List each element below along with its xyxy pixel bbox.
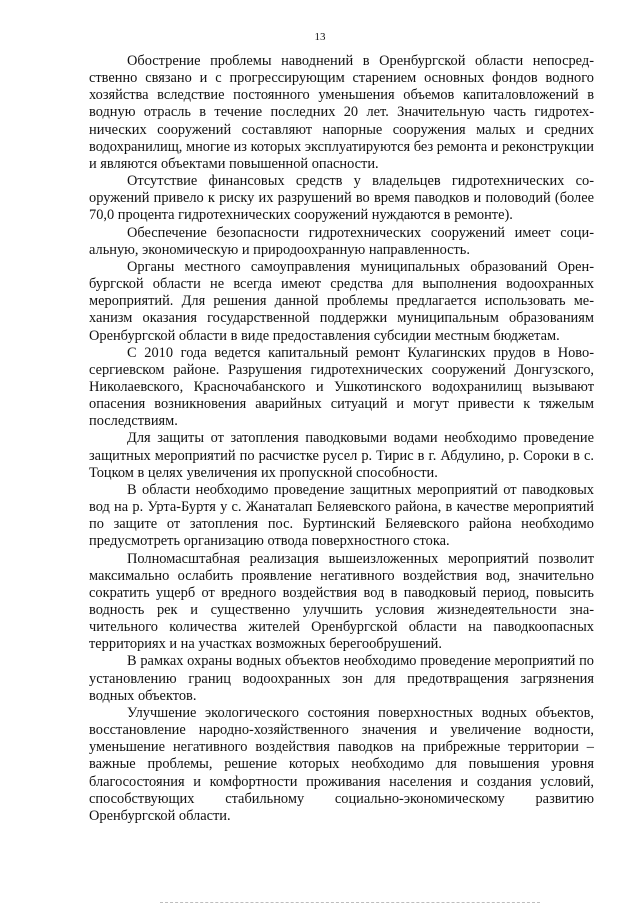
paragraph-urta-burtya: В области необходимо проведение защитных мероприятий от паводковых вод на р. Урта-Буртя у с. Жанаталап Беляевского района, в качестве мероприятий по защите от затопления пос. Буртинский Беляевского района необходимо предусмотреть организацию отвода поверхностного стока.: [89, 481, 594, 550]
paragraph-flood-protection: Для защиты от затопления паводковыми водами необходимо проведение защитных мероприятий по расчистке русел р. Тирис в г. Абдулино, р. Сороки в с. Тоцком в целях увеличения их пропускной способности.: [89, 430, 594, 481]
paragraph-water-protection-zones: В рамках охраны водных объектов необходимо проведение мероприятий по установлению границ водоохранных зон для предотвращения загрязнения водных объектов.: [89, 653, 594, 704]
paragraph-ecology-improvement: Улучшение экологического состояния поверхностных водных объектов, восстановление народно-хозяйственного значения и увеличение водности, уменьшение негативного воздействия паводков на прибрежные территории – важные проблемы, решение которых необходимо для повышения уровня благосостояния и комфортности проживания населения и создания условий, способствующих стабильному социально-экономическому развитию Оренбургской области.: [89, 704, 594, 824]
paragraph-full-scale: Полномасштабная реализация вышеизложенных мероприятий позволит максимально ослабить проявление негативного воздействия вод, значительно сократить ущерб от вредного воздействия вод в паводковый период, повысить водность рек и существенно улучшить условия жизнедеятельности значительного количества жителей Оренбургской области на паводкоопасных территориях и на участках возможных берегообрушений.: [89, 550, 594, 653]
paragraph-lack-of-funds: Отсутствие финансовых средств у владельцев гидротехнических сооружений привело к риску их разрушений во время паводков и половодий (более 70,0 процента гидротехнических сооружений нуждаются в ремонте).: [89, 173, 594, 224]
paragraph-local-government: Органы местного самоуправления муниципальных образований Оренбургской области не всегда имеют средства для выполнения водоохранных мероприятий. Для решения данной проблемы предлагается использовать механизм оказания государственной поддержки муниципальным образованиям Оренбургской области в виде предоставления субсидии местным бюджетам.: [89, 258, 594, 344]
paragraph-capital-repair: С 2010 года ведется капитальный ремонт Кулагинских прудов в Новосергиевском районе. Разрушения гидротехнических сооружений Донгузского, Николаевского, Красночабанского и Ушкотинского водохранилищ вызывают опасения возникновения аварийных ситуаций и могут привести к тяжелым последствиям.: [89, 344, 594, 430]
document-body: [89, 53, 594, 825]
page-number: 13: [314, 31, 326, 43]
paragraph-safety: Обеспечение безопасности гидротехнических сооружений имеет социальную, экономическую и природоохранную направленность.: [89, 224, 594, 258]
paragraph-flood-problem: Обострение проблемы наводнений в Оренбургской области непосредственно связано и с прогрессирующим старением основных фондов водного хозяйства вследствие постоянного уменьшения объемов капиталовложений в водную отрасль в течение последних 20 лет. Значительную часть гидротехнических сооружений составляют напорные сооружения малых и средних водохранилищ, многие из которых эксплуатируются без ремонта и реконструкции и являются объектами повышенной опасности.: [89, 53, 594, 172]
